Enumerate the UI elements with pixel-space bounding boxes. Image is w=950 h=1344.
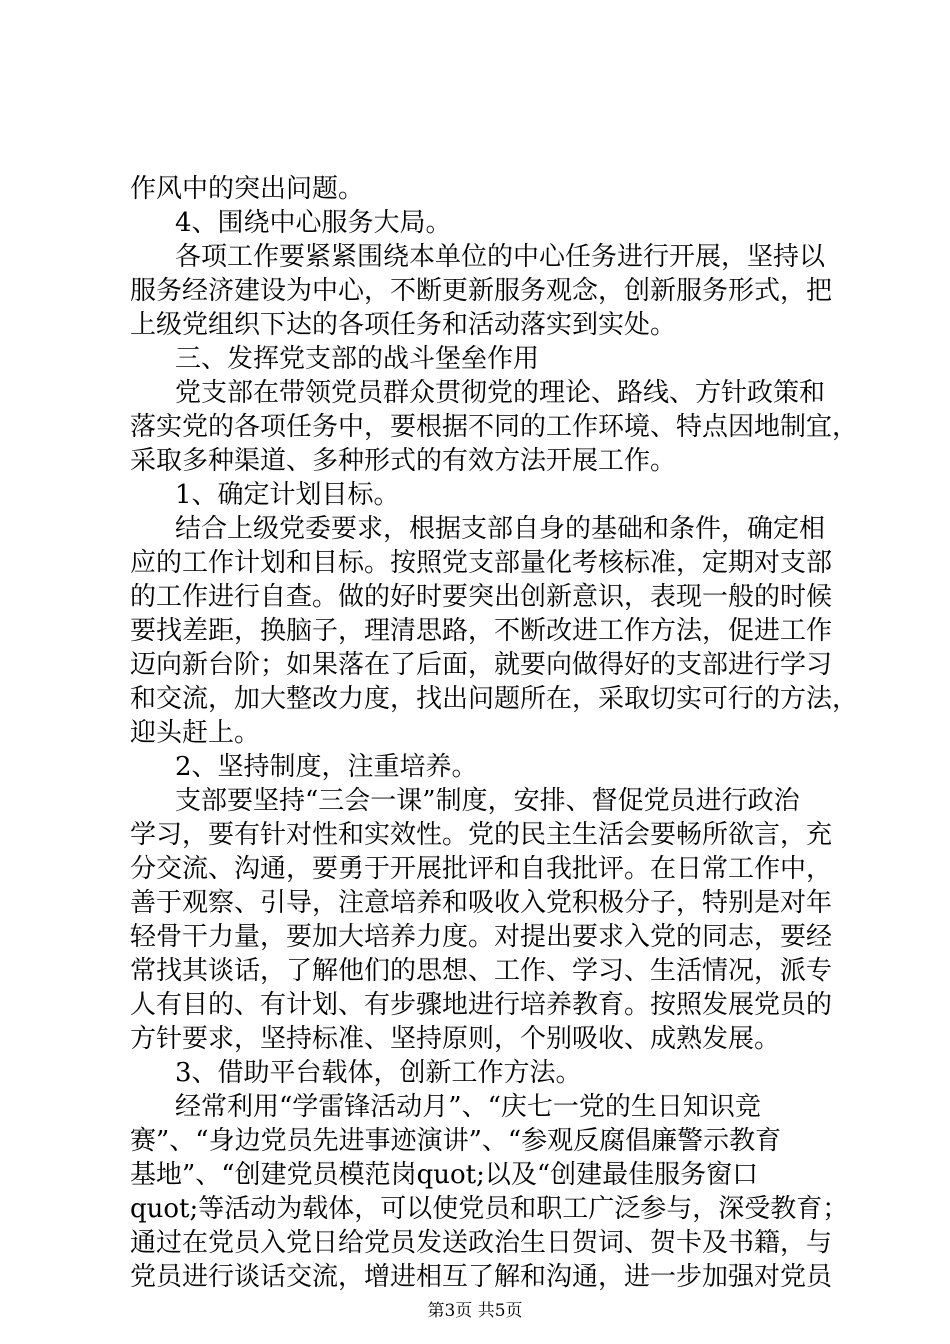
text-line: 支部要坚持“三会一课”制度，安排、督促党员进行政治 bbox=[175, 786, 800, 816]
text-line: 善于观察、引导，注意培养和吸收入党积极分子，特别是对年 bbox=[130, 888, 833, 918]
text-line: 落实党的各项任务中，要根据不同的工作环境、特点因地制宜， bbox=[130, 412, 859, 442]
text-line: 方针要求，坚持标准、坚持原则，个别吸收、成熟发展。 bbox=[130, 1024, 781, 1054]
text-line: 结合上级党委要求，根据支部自身的基础和条件，确定相 bbox=[175, 514, 826, 544]
text-line: 应的工作计划和目标。按照党支部量化考核标准，定期对支部 bbox=[130, 548, 833, 578]
text-line: 作风中的突出问题。 bbox=[130, 174, 365, 204]
text-line: 基地”、“创建党员模范岗quot;以及“创建最佳服务窗口 bbox=[130, 1160, 759, 1190]
section-heading: 1、确定计划目标。 bbox=[175, 480, 400, 510]
text-line: 采取多种渠道、多种形式的有效方法开展工作。 bbox=[130, 446, 677, 476]
text-line: quot;等活动为载体，可以使党员和职工广泛参与，深受教育； bbox=[130, 1194, 849, 1224]
section-heading: 2、坚持制度，注重培养。 bbox=[175, 752, 478, 782]
text-line: 学习，要有针对性和实效性。党的民主生活会要畅所欲言，充 bbox=[130, 820, 833, 850]
text-line: 赛”、“身边党员先进事迹演讲”、“参观反腐倡廉警示教育 bbox=[130, 1126, 782, 1156]
text-line: 和交流，加大整改力度，找出问题所在，采取切实可行的方法， bbox=[130, 684, 859, 714]
page-number: 第3页 共5页 bbox=[427, 1301, 523, 1321]
text-line: 的工作进行自查。做的好时要突出创新意识，表现一般的时候 bbox=[130, 582, 833, 612]
text-line: 党支部在带领党员群众贯彻党的理论、路线、方针政策和 bbox=[175, 378, 826, 408]
text-line: 迎头赶上。 bbox=[130, 718, 261, 748]
text-line: 人有目的、有计划、有步骤地进行培养教育。按照发展党员的 bbox=[130, 990, 833, 1020]
text-line: 通过在党员入党日给党员发送政治生日贺词、贺卡及书籍，与 bbox=[130, 1228, 833, 1258]
text-line: 轻骨干力量，要加大培养力度。对提出要求入党的同志，要经 bbox=[130, 922, 833, 952]
text-line: 迈向新台阶；如果落在了后面，就要向做得好的支部进行学习 bbox=[130, 650, 833, 680]
section-heading: 4、围绕中心服务大局。 bbox=[175, 208, 452, 238]
text-line: 分交流、沟通，要勇于开展批评和自我批评。在日常工作中， bbox=[130, 854, 833, 884]
text-line: 经常利用“学雷锋活动月”、“庆七一党的生日知识竞 bbox=[175, 1092, 761, 1122]
section-heading: 3、借助平台载体，创新工作方法。 bbox=[175, 1058, 582, 1088]
text-line: 常找其谈话，了解他们的思想、工作、学习、生活情况，派专 bbox=[130, 956, 833, 986]
text-line: 服务经济建设为中心，不断更新服务观念，创新服务形式，把 bbox=[130, 276, 833, 306]
text-line: 各项工作要紧紧围绕本单位的中心任务进行开展，坚持以 bbox=[175, 242, 826, 272]
text-line: 上级党组织下达的各项任务和活动落实到实处。 bbox=[130, 310, 677, 340]
text-line: 要找差距，换脑子，理清思路，不断改进工作方法，促进工作 bbox=[130, 616, 833, 646]
text-line: 党员进行谈话交流，增进相互了解和沟通，进一步加强对党员 bbox=[130, 1262, 833, 1292]
section-heading: 三、发挥党支部的战斗堡垒作用 bbox=[175, 344, 540, 374]
